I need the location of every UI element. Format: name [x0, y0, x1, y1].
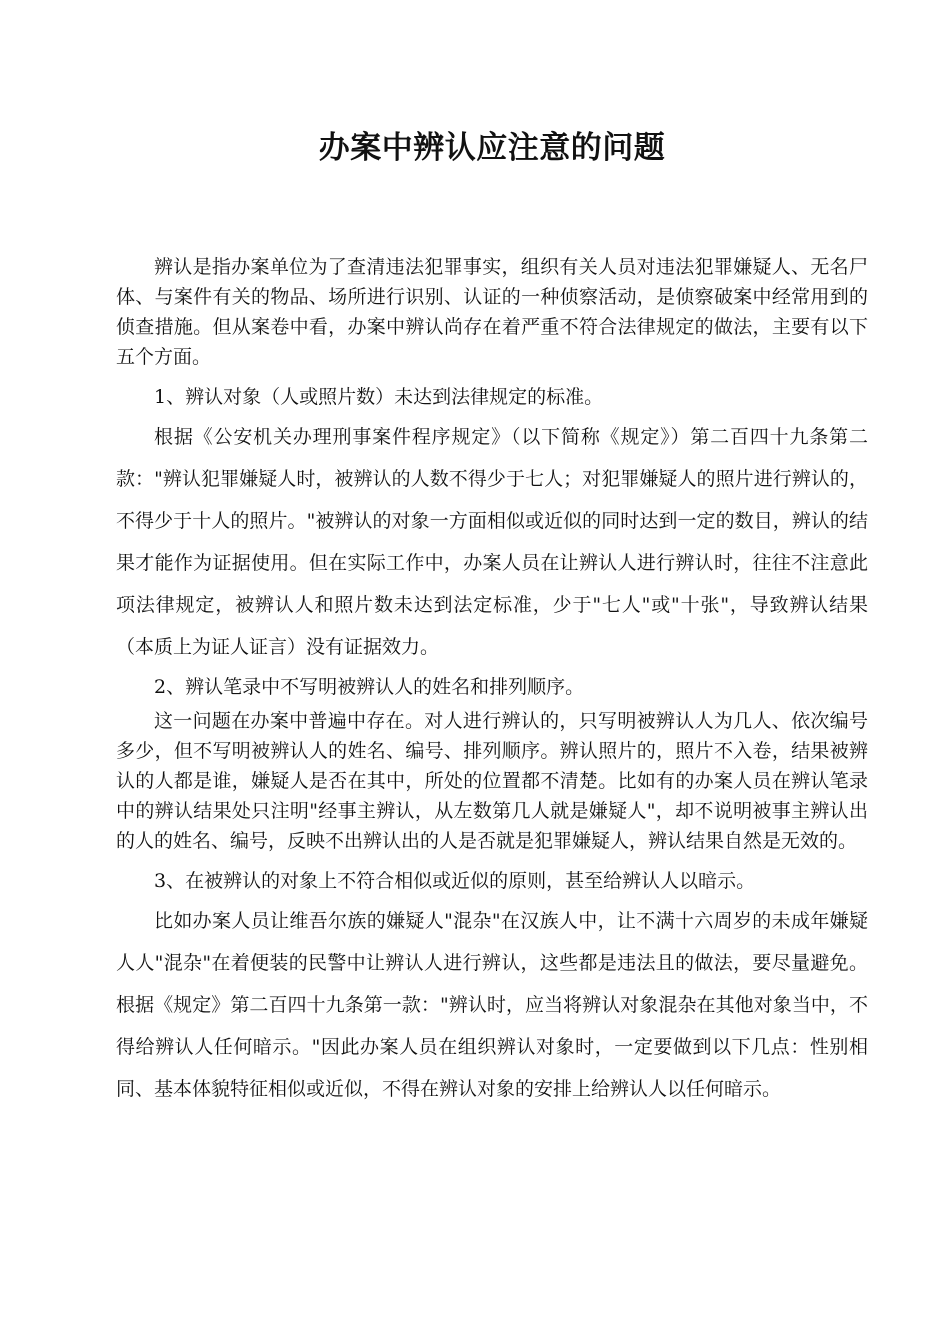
section-heading-1: 1、辨认对象（人或照片数）未达到法律规定的标准。: [154, 386, 604, 408]
document-body: [116, 252, 868, 1114]
section-heading-3: 3、在被辨认的对象上不符合相似或近似的原则，甚至给辨认人以暗示。: [154, 870, 756, 892]
paragraph-section-1: 根据《公安机关办理刑事案件程序规定》（以下简称《规定》）第二百四十九条第二款："辨认犯罪嫌疑人时，被辨认的人数不得少于七人；对犯罪嫌疑人的照片进行辨认的，不得少于十人的照片。"被辨认的对象一方面相似或近似的同时达到一定的数目，辨认的结果才能作为证据使用。但在实际工作中，办案人员在让辨认人进行辨认时，往往不注意此项法律规定，被辨认人和照片数未达到法定标准，少于"七人"或"十张"，导致辨认结果（本质上为证人证言）没有证据效力。: [116, 426, 868, 658]
paragraph-section-3: 比如办案人员让维吾尔族的嫌疑人"混杂"在汉族人中，让不满十六周岁的未成年嫌疑人人"混杂"在着便装的民警中让辨认人进行辨认，这些都是违法且的做法，要尽量避免。根据《规定》第二百四十九条第一款："辨认时，应当将辨认对象混杂在其他对象当中，不得给辨认人任何暗示。"因此办案人员在组织辨认对象时，一定要做到以下几点：性别相同、基本体貌特征相似或近似，不得在辨认对象的安排上给辨认人以任何暗示。: [116, 910, 868, 1100]
section-heading-2: 2、辨认笔录中不写明被辨认人的姓名和排列顺序。: [154, 676, 585, 698]
document-title: 办案中辨认应注意的问题: [318, 130, 666, 166]
paragraph-section-2: 这一问题在办案中普遍中存在。对人进行辨认的，只写明被辨认人为几人、依次编号多少，但不写明被辨认人的姓名、编号、排列顺序。辨认照片的，照片不入卷，结果被辨认的人都是谁，嫌疑人是否在其中，所处的位置都不清楚。比如有的办案人员在辨认笔录中的辨认结果处只注明"经事主辨认，从左数第几人就是嫌疑人"，却不说明被事主辨认出的人的姓名、编号，反映不出辨认出的人是否就是犯罪嫌疑人，辨认结果自然是无效的。: [116, 710, 868, 852]
paragraph-intro: 辨认是指办案单位为了查清违法犯罪事实，组织有关人员对违法犯罪嫌疑人、无名尸体、与案件有关的物品、场所进行识别、认证的一种侦察活动，是侦察破案中经常用到的侦查措施。但从案卷中看，办案中辨认尚存在着严重不符合法律规定的做法，主要有以下五个方面。: [116, 256, 868, 368]
